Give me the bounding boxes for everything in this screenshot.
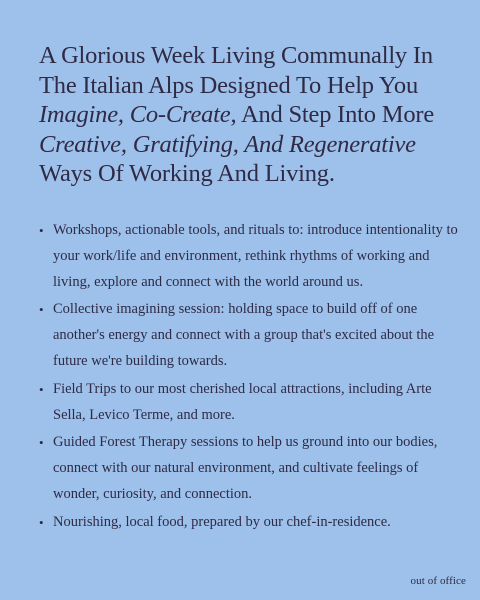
headline xyxy=(39,41,454,189)
bullet-icon: • xyxy=(39,223,44,238)
headline-italic-2: Creative, Gratifying, And Regenerative xyxy=(39,130,416,158)
headline-part-2: And Step Into More xyxy=(236,101,435,128)
list-item-text: Nourishing, local food, prepared by our chef-in-residence. xyxy=(53,513,391,530)
list-item-text: Collective imagining session: holding space to build off of one another's energy and connect with a group that's excited about the future we're building towards. xyxy=(53,301,435,369)
bullet-icon: • xyxy=(39,435,44,451)
headline-part-3: Ways Of Working And Living. xyxy=(39,160,335,187)
headline-part-1: A Glorious Week Living Communally In The Italian Alps Designed To Help You xyxy=(39,42,433,99)
list-item xyxy=(39,297,464,374)
list-item xyxy=(39,218,464,295)
list-item xyxy=(39,377,464,429)
list-item xyxy=(39,510,464,536)
bullet-icon: • xyxy=(39,381,44,397)
list-item-text: Workshops, actionable tools, and rituals to: introduce intentionality to your work/life and environment, rethink rhythms of working and living, explore and connect with the world around us. xyxy=(53,222,458,290)
list-item-text: Guided Forest Therapy sessions to help us ground into our bodies, connect with our natural environment, and cultivate feelings of wonder, curiosity, and connection. xyxy=(53,434,438,502)
feature-list xyxy=(39,218,464,538)
list-item-text: Field Trips to our most cherished local attractions, including Arte Sella, Levico Terme, and more. xyxy=(53,380,432,423)
bullet-icon: • xyxy=(39,302,44,318)
brand-wordmark: out of office xyxy=(410,575,466,587)
list-item xyxy=(39,430,464,507)
headline-italic-1: Imagine, Co-Create, xyxy=(39,101,237,128)
bullet-icon: • xyxy=(39,514,44,530)
